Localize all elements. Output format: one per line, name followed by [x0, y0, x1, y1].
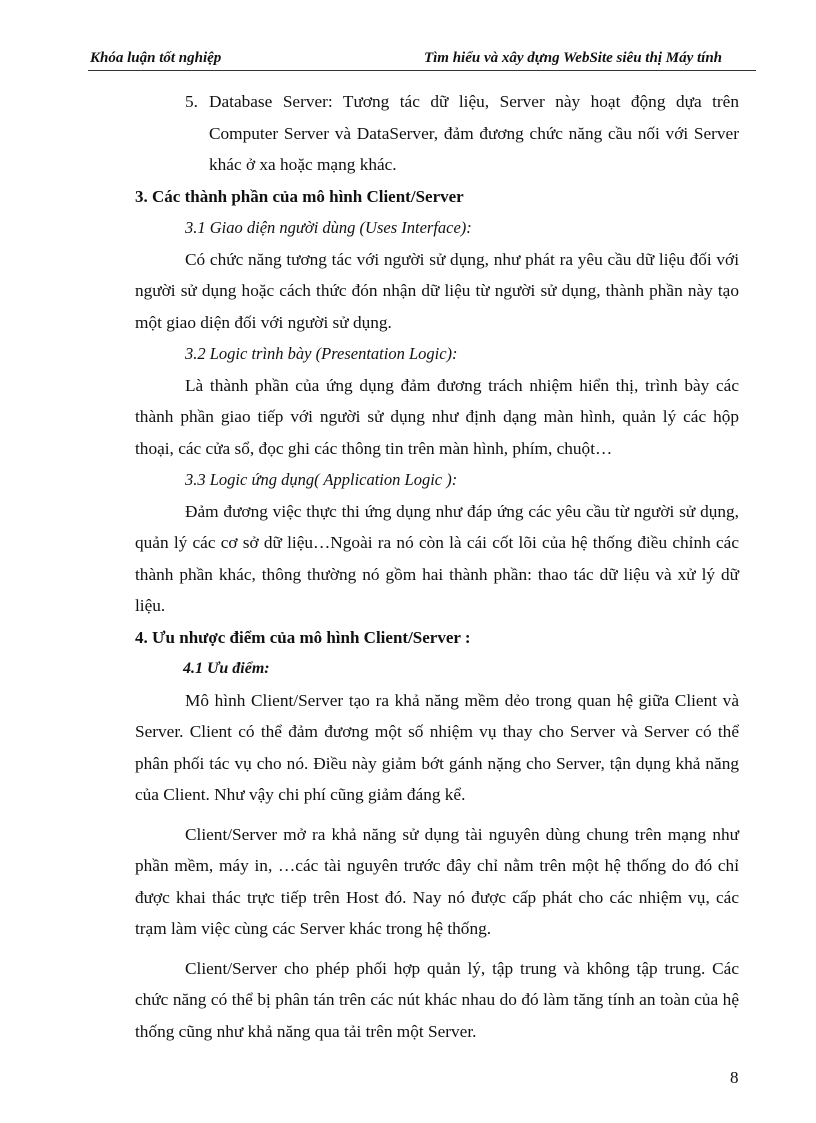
subsection-3-1-heading: 3.1 Giao diện người dùng (Uses Interface):	[185, 218, 472, 237]
subsection-3-3-text: Đảm đương việc thực thi ứng dụng như đáp ứng các yêu cầu từ người sử dụng, quản lý các cơ sở dữ liệu…Ngoài ra nó còn là cái cốt lõi của hệ thống điều chỉnh các thành phần khác, thông thường nó gồm hai thành phần: thao tác dữ liệu và xử lý dữ liệu.	[135, 501, 739, 615]
document-body	[135, 86, 739, 1047]
paragraph-4-1-a: Mô hình Client/Server tạo ra khả năng mềm dẻo trong quan hệ giữa Client và Server. Client có thể đảm đương một số nhiệm vụ thay cho Server và Server có thể phân phối tác vụ cho nó. Điều này giảm bớt gánh nặng cho Server, tận dụng khả năng của Client. Như vậy chi phí cũng giảm đáng kể.	[135, 690, 739, 804]
list-item-5	[135, 86, 739, 181]
subsection-3-1-text: Có chức năng tương tác với người sử dụng, như phát ra yêu cầu dữ liệu đối với người sử dụng hoặc cách thức đón nhận dữ liệu từ người sử dụng, thành phần này tạo một giao diện đối với người sử dụng.	[135, 249, 739, 332]
section-4-heading: 4. Ưu nhược điểm của mô hình Client/Server :	[135, 627, 471, 647]
section-3-heading: 3. Các thành phần của mô hình Client/Server	[135, 186, 464, 206]
list-number: 5.	[185, 92, 198, 111]
subsection-3-3-heading: 3.3 Logic ứng dụng( Application Logic ):	[185, 470, 458, 489]
header-left: Khóa luận tốt nghiệp	[90, 50, 222, 66]
subsection-3-2-heading: 3.2 Logic trình bày (Presentation Logic):	[185, 344, 458, 363]
header-right: Tìm hiểu và xây dựng WebSite siêu thị Máy tính	[423, 50, 722, 66]
subsection-4-1-heading: 4.1 Ưu điểm:	[183, 660, 270, 677]
page-number: 8	[730, 1068, 739, 1087]
list-text: Database Server: Tương tác dữ liệu, Server này hoạt động dựa trên Computer Server và DataServer, đảm đương chức năng cầu nối với Server khác ở xa hoặc mạng khác.	[209, 92, 739, 174]
subsection-3-2-text: Là thành phần của ứng dụng đảm đương trách nhiệm hiển thị, trình bày các thành phần giao tiếp với người sử dụng như định dạng màn hình, quản lý các hộp thoại, các cửa sổ, đọc ghi các thông tin trên màn hình, phím, chuột…	[135, 375, 739, 458]
page-header	[88, 48, 756, 71]
paragraph-4-1-c: Client/Server cho phép phối hợp quản lý, tập trung và không tập trung. Các chức năng có thể bị phân tán trên các nút khác nhau do đó làm tăng tính an toàn của hệ thống cũng như khả năng qua tải trên một Server.	[135, 958, 739, 1041]
paragraph-4-1-b: Client/Server mở ra khả năng sử dụng tài nguyên dùng chung trên mạng như phần mềm, máy in, …các tài nguyên trước đây chỉ nằm trên một hệ thống do đó chỉ được khai thác trực tiếp trên Host đó. Nay nó được cấp phát cho các nhiệm vụ, các trạm làm việc cùng các Server khác trong hệ thống.	[135, 824, 739, 938]
